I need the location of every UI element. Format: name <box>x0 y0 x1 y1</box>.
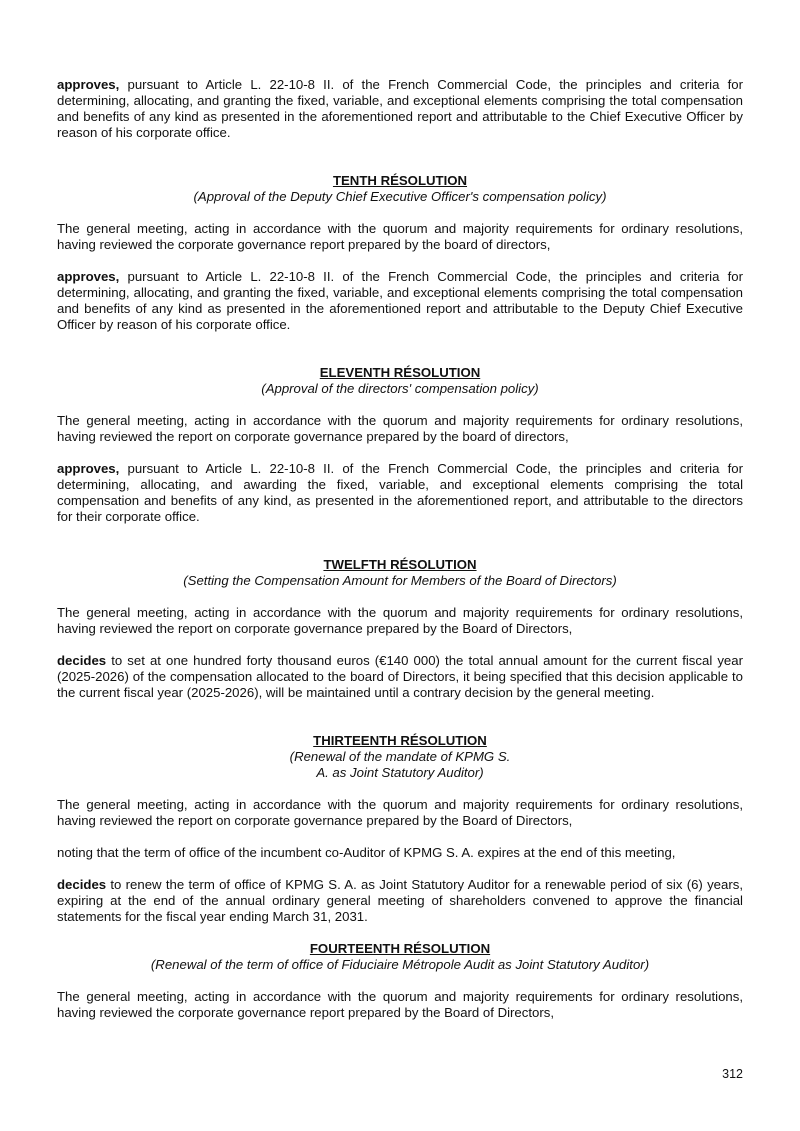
resolution-subtitle: (Approval of the Deputy Chief Executive Officer's compensation policy) <box>193 189 607 204</box>
resolution-subtitle: (Renewal of the term of office of Fiduciaire Métropole Audit as Joint Statutory Auditor) <box>150 957 650 972</box>
resolution-thirteenth <box>57 733 743 925</box>
preamble-paragraph: The general meeting, acting in accordance with the quorum and majority requirements for ordinary resolutions, having reviewed the report on corporate governance prepared by the Board of Directors, <box>57 797 743 828</box>
resolution-title: THIRTEENTH RÉSOLUTION <box>313 733 487 748</box>
preamble-paragraph: The general meeting, acting in accordance with the quorum and majority requirements for ordinary resolutions, having reviewed the report on corporate governance prepared by the board of directors, <box>57 413 743 444</box>
paragraph-text: pursuant to Article L. 22-10-8 II. of the French Commercial Code, the principles and criteria for determining, allocating, and granting the fixed, variable, and exceptional elements comprising the total compensation and benefits of any kind as presented in the aforementioned report and attributable to the Deputy Chief Executive Officer by reason of his corporate office. <box>57 269 743 332</box>
resolution-twelfth <box>57 557 743 701</box>
resolution-title: FOURTEENTH RÉSOLUTION <box>309 941 491 956</box>
lead-word: approves, <box>57 77 120 92</box>
decision-paragraph <box>57 269 743 333</box>
paragraph-text: to renew the term of office of KPMG S. A. as Joint Statutory Auditor for a renewable period of six (6) years, expiring at the end of the annual ordinary general meeting of shareholders convened to approve the financial statements for the fiscal year ending March 31, 2031. <box>57 877 743 924</box>
noting-paragraph: noting that the term of office of the incumbent co-Auditor of KPMG S. A. expires at the end of this meeting, <box>57 845 676 860</box>
resolution-fourteenth <box>57 941 743 1021</box>
intro-paragraph <box>57 77 743 141</box>
resolution-title: TENTH RÉSOLUTION <box>332 173 468 188</box>
resolution-title: ELEVENTH RÉSOLUTION <box>319 365 481 380</box>
paragraph-text: pursuant to Article L. 22-10-8 II. of the French Commercial Code, the principles and criteria for determining, allocating, and awarding the fixed, variable, and exceptional elements comprising the total compensation and benefits of any kind, as presented in the aforementioned report, and attributable to the directors for their corporate office. <box>57 461 743 524</box>
paragraph-text: to set at one hundred forty thousand euros (€140 000) the total annual amount for the current fiscal year (2025-2026) of the compensation allocated to the board of Directors, it being specified that this decision applicable to the current fiscal year (2025-2026), will be maintained until a contrary decision by the general meeting. <box>57 653 743 700</box>
preamble-paragraph: The general meeting, acting in accordance with the quorum and majority requirements for ordinary resolutions, having reviewed the corporate governance report prepared by the Board of Directors, <box>57 989 743 1020</box>
resolution-subtitle: (Approval of the directors' compensation policy) <box>261 381 539 396</box>
lead-word: approves, <box>57 461 120 476</box>
decision-paragraph <box>57 877 743 925</box>
resolution-subtitle-line-1: (Renewal of the mandate of KPMG S. <box>289 749 511 764</box>
resolution-eleventh <box>57 365 743 525</box>
resolution-title: TWELFTH RÉSOLUTION <box>323 557 477 572</box>
lead-word: decides <box>57 653 107 668</box>
decision-paragraph <box>57 461 743 525</box>
paragraph-text: pursuant to Article L. 22-10-8 II. of the French Commercial Code, the principles and criteria for determining, allocating, and granting the fixed, variable, and exceptional elements comprising the total compensation and benefits of any kind as presented in the aforementioned report and attributable to the Chief Executive Officer by reason of his corporate office. <box>57 77 743 140</box>
lead-word: approves, <box>57 269 120 284</box>
resolution-tenth <box>57 173 743 333</box>
lead-word: decides <box>57 877 107 892</box>
preamble-paragraph: The general meeting, acting in accordance with the quorum and majority requirements for ordinary resolutions, having reviewed the corporate governance report prepared by the board of directors, <box>57 221 743 252</box>
resolution-subtitle-line-2: A. as Joint Statutory Auditor) <box>316 765 484 780</box>
decision-paragraph <box>57 653 743 701</box>
resolution-subtitle: (Setting the Compensation Amount for Members of the Board of Directors) <box>183 573 617 588</box>
document-page <box>57 77 743 1021</box>
preamble-paragraph: The general meeting, acting in accordance with the quorum and majority requirements for ordinary resolutions, having reviewed the report on corporate governance prepared by the Board of Directors, <box>57 605 743 636</box>
page-number: 312 <box>722 1067 743 1081</box>
